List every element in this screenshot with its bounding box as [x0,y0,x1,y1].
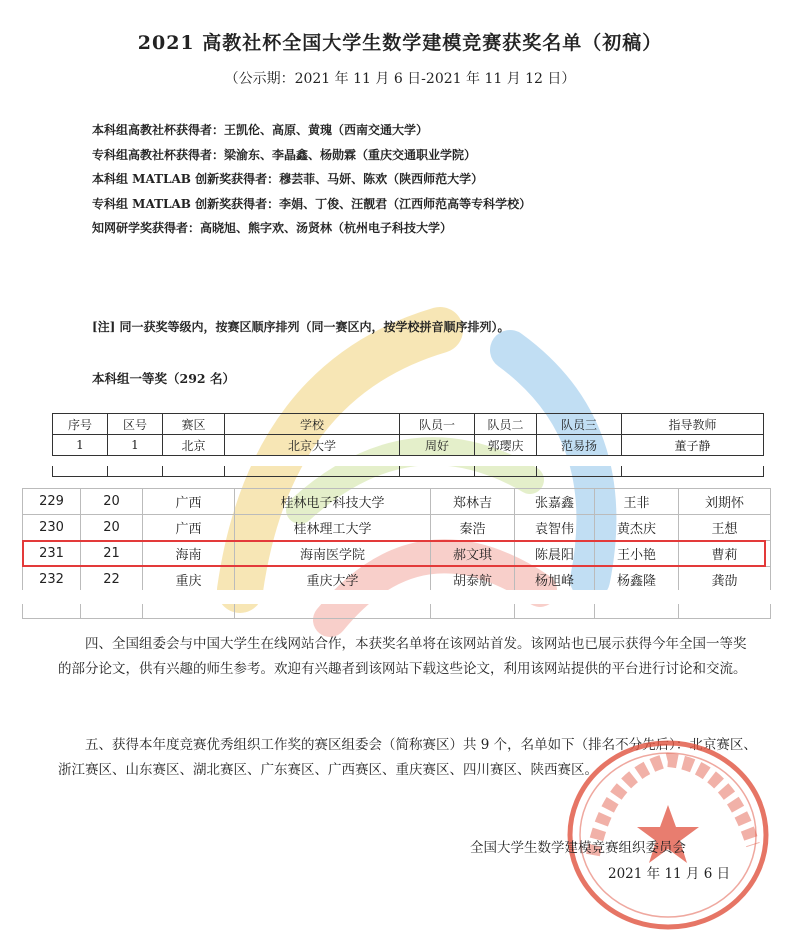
header-cell: 指导教师 [622,414,764,435]
header-cell: 区号 [108,414,163,435]
crop-gap [20,590,780,604]
special-award-item: 本科组 MATLAB 创新奖获得者：穆芸菲、马妍、陈欢（陕西师范大学） [92,172,484,186]
header-cell: 学校 [225,414,400,435]
paragraph-five: 五、获得本年度竞赛优秀组织工作奖的赛区组委会（简称赛区）共 9 个，名单如下（排名不分先后）：北京赛区、浙江赛区、山东赛区、湖北赛区、广东赛区、广西赛区、重庆赛区、四川赛区、陕西赛区。 [58,737,757,778]
header-cell: 序号 [53,414,108,435]
table-cell: 杨鑫隆 [595,567,679,593]
table-cell: 王非 [595,489,679,515]
table-cell: 重庆大学 [235,567,431,593]
table-cell: 海南 [143,541,235,567]
table-cell: 杨旭峰 [515,567,595,593]
table-cell: 广西 [143,515,235,541]
table-row [53,435,764,456]
header-cell: 队员三 [537,414,622,435]
table-cell: 20 [81,489,143,515]
award-table-top [52,413,764,477]
table-cell: 郑林吉 [431,489,515,515]
header-cell: 赛区 [163,414,225,435]
table-cell: 20 [81,515,143,541]
table-cell: 郭璎庆 [475,435,537,456]
special-awards-list [92,118,531,241]
table-cell: 董子静 [622,435,764,456]
table-header-row [53,414,764,435]
table-cell: 王想 [679,515,771,541]
special-award-item: 专科组 MATLAB 创新奖获得者：李娟、丁俊、汪靓君（江西师范高等专科学校） [92,196,532,211]
signature-committee: 全国大学生数学建模竞赛组织委员会 [470,840,686,856]
table-cell: 重庆 [143,567,235,593]
table-cell: 229 [23,489,81,515]
table-cell: 曹莉 [679,541,771,567]
table-cell: 周好 [400,435,475,456]
table-cell: 张嘉鑫 [515,489,595,515]
table-cell: 秦浩 [431,515,515,541]
table-cell: 21 [81,541,143,567]
table-cell: 广西 [143,489,235,515]
table-cell: 桂林电子科技大学 [235,489,431,515]
table-cell: 王小艳 [595,541,679,567]
table-cell: 230 [23,515,81,541]
official-seal [548,735,780,935]
table-row [23,567,771,593]
signature-date: 2021 年 11 月 6 日 [608,866,731,882]
table-cell: 22 [81,567,143,593]
special-award-item: 专科组高教社杯获得者：梁渝东、李晶鑫、杨勋霖（重庆交通职业学院） [92,147,477,162]
special-award-item: 知网研学奖获得者：高晓旭、熊字欢、汤贤林（杭州电子科技大学） [92,221,453,235]
table-cell: 232 [23,567,81,593]
table-cell: 龚劭 [679,567,771,593]
header-cell: 队员一 [400,414,475,435]
table-cell: 陈晨阳 [515,541,595,567]
table-cell: 1 [108,435,163,456]
ranking-note: [注] 同一获奖等级内，按赛区顺序排列（同一赛区内，按学校拼音顺序排列）。 [92,320,510,334]
page-title: 2021 高教社杯全国大学生数学建模竞赛获奖名单（初稿） [137,32,663,54]
table-cell: 1 [53,435,108,456]
table-cell: 刘期怀 [679,489,771,515]
table-row [23,515,771,541]
table-cell: 北京大学 [225,435,400,456]
section-title: 本科组一等奖（292 名） [92,371,235,386]
table-cell: 郝文琪 [431,541,515,567]
highlight-box [22,540,766,567]
table-row [23,489,771,515]
table-cell: 桂林理工大学 [235,515,431,541]
table-cell: 北京 [163,435,225,456]
header-cell: 队员二 [475,414,537,435]
special-award-item: 本科组高教社杯获得者：王凯伦、高原、黄瑰（西南交通大学） [92,123,429,137]
table-cell: 231 [23,541,81,567]
paragraph-four: 四、全国组委会与中国大学生在线网站合作，本获奖名单将在该网站首发。该网站也已展示获得今年全国一等奖的部分论文，供有兴趣的师生参考。欢迎有兴趣者到该网站下载这些论文，利用该网站提供的平台进行讨论和交流。 [58,636,747,677]
table-cell: 海南医学院 [235,541,431,567]
table-cell: 胡泰航 [431,567,515,593]
publicity-period: （公示期：2021 年 11 月 6 日-2021 年 11 月 12 日） [224,71,576,87]
table-cell: 黄杰庆 [595,515,679,541]
crop-gap [52,456,767,466]
table-cell: 袁智伟 [515,515,595,541]
table-cell: 范易扬 [537,435,622,456]
